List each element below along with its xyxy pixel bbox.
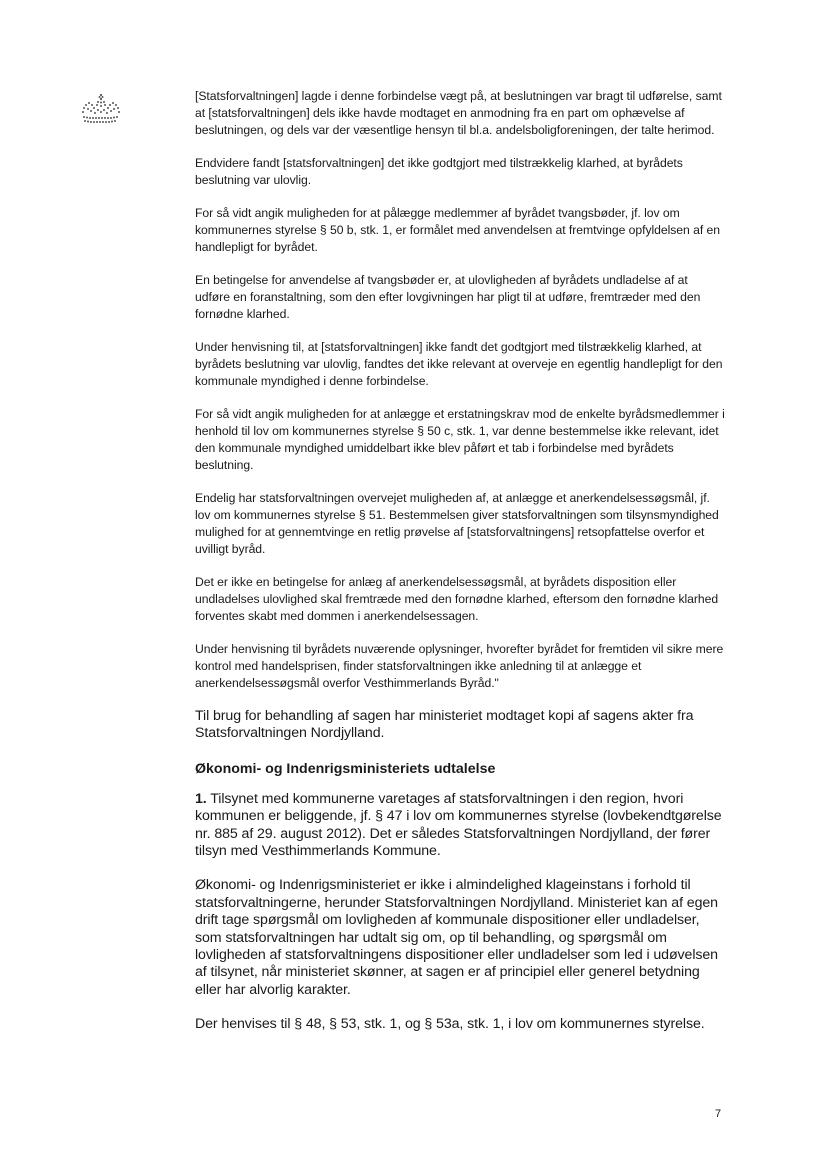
section-first-text: Tilsynet med kommunerne varetages af statsforvaltningen i den region, hvori kommunen er beliggende, jf. § 47 i lov om kommunernes styrelse (lovbekendtgørelse nr. 885 af 29. august 2012). Det er således Statsforvaltningen Nordjylland, der fører tilsyn med Vesthimmerlands Kommune. bbox=[195, 790, 722, 860]
intro-paragraph: Til brug for behandling af sagen har ministeriet modtaget kopi af sagens akter fra Statsforvaltningen Nordjylland. bbox=[195, 708, 694, 742]
section-heading: Økonomi- og Indenrigsministeriets udtalelse bbox=[195, 760, 496, 777]
quote-paragraph: Endelig har statsforvaltningen overvejet muligheden af, at anlægge et anerkendelsessøgsmål, jf. lov om kommunernes styrelse § 51. Bestemmelsen giver statsforvaltningen som tilsynsmyndighed mulighed for at gennemtvinge en retlig prøvelse af [statsforvaltningens] retsopfattelse overfor et uvilligt byråd. bbox=[195, 491, 719, 556]
document-body bbox=[195, 88, 725, 1051]
section-paragraph bbox=[195, 791, 725, 861]
section-paragraph: Økonomi- og Indenrigsministeriet er ikke i almindelighed klageinstans i forhold til statsforvaltningerne, herunder Statsforvaltningen Nordjylland. Ministeriet kan af egen drift tage spørgsmål om lovligheden af kommunale dispositioner eller undladelser, som statsforvaltningen har udtalt sig om, op til behandling, og spørgsmål om lovligheden af statsforvaltningens dispositioner eller undladelser som led i udøvelsen af tilsynet, når ministeriet skønner, at sagen er af principiel eller generel betydning eller har alvorlig karakter. bbox=[195, 877, 718, 998]
quote-paragraph: En betingelse for anvendelse af tvangsbøder er, at ulovligheden af byrådets undladelse af at udføre en foranstaltning, som den efter lovgivningen har pligt til at udføre, fremtræder med den fornødne klarhed. bbox=[195, 273, 701, 321]
quote-paragraph: Endvidere fandt [statsforvaltningen] det ikke godtgjort med tilstrækkelig klarhed, at byrådets beslutning var ulovlig. bbox=[195, 156, 683, 187]
quote-paragraph: Under henvisning til byrådets nuværende oplysninger, hvorefter byrådet for fremtiden vil sikre mere kontrol med handelsprisen, finder statsforvaltningen ikke anledning til at anlægge et anerkendelsessøgsmål overfor Vesthimmerlands Byråd." bbox=[195, 642, 724, 690]
quoted-decision bbox=[195, 88, 725, 692]
ministry-text bbox=[195, 708, 725, 1034]
section-number: 1. bbox=[195, 790, 207, 807]
quote-paragraph: Det er ikke en betingelse for anlæg af anerkendelsessøgsmål, at byrådets disposition eller undladelses ulovlighed skal fremtræde med den fornødne klarhed, eftersom den fornødne klarhed forventes skabt med dommen i anerkendelsessagen. bbox=[195, 575, 719, 623]
quote-paragraph: For så vidt angik muligheden for at anlægge et erstatningskrav mod de enkelte byrådsmedlemmer i henhold til lov om kommunernes styrelse § 50 c, stk. 1, var denne bestemmelse ikke relevant, idet den kommunale myndighed umiddelbart ikke blev påført et tab i forbindelse med byrådets beslutning. bbox=[195, 407, 725, 472]
section-paragraph: Der henvises til § 48, § 53, stk. 1, og § 53a, stk. 1, i lov om kommunernes styrelse. bbox=[195, 1016, 705, 1033]
quote-paragraph: Under henvisning til, at [statsforvaltningen] ikke fandt det godtgjort med tilstrækkelig klarhed, at byrådets beslutning var ulovlig, fandtes det ikke relevant at overveje en egentlig handlepligt for den kommunale myndighed i denne forbindelse. bbox=[195, 340, 723, 388]
quote-paragraph: For så vidt angik muligheden for at pålægge medlemmer af byrådet tvangsbøder, jf. lov om kommunernes styrelse § 50 b, stk. 1, er formålet med anvendelsen at fremtvinge opfyldelsen af en handlepligt for byrådet. bbox=[195, 206, 720, 254]
royal-crown-icon bbox=[80, 93, 122, 125]
quote-paragraph: [Statsforvaltningen] lagde i denne forbindelse vægt på, at beslutningen var bragt til udførelse, samt at [statsforvaltningen] dels ikke havde modtaget en anmodning fra en part om ophævelse af beslutningen, og dels var der væsentlige hensyn til bl.a. andelsboligforeningen, der talte herimod. bbox=[195, 89, 722, 137]
page-number: 7 bbox=[715, 1108, 722, 1120]
